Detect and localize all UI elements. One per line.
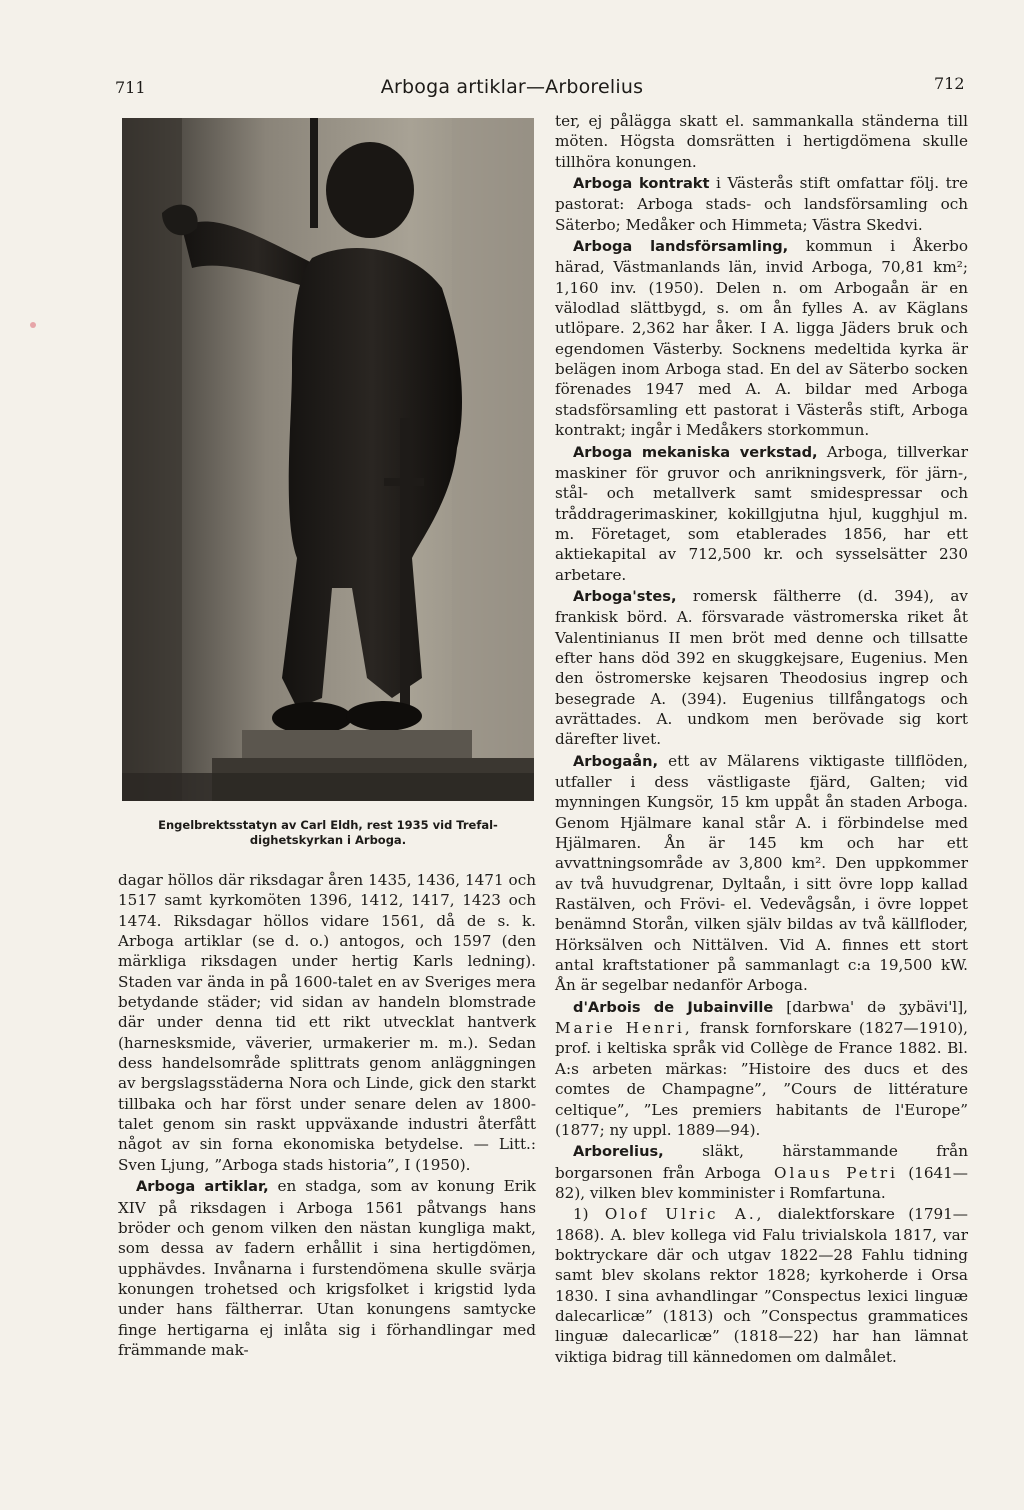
entry-name: Olaus Petri (760, 1163, 898, 1182)
entry-body: släkt, härstammande från borgarsonen från Arboga (555, 1142, 968, 1182)
entry-olof-ulric-arborelius (555, 1204, 968, 1367)
caption-line-2: dighetskyrkan i Arboga. (249, 833, 407, 847)
entry-number: 1) (573, 1205, 589, 1224)
entry-name: Marie Henri, (555, 1019, 693, 1038)
entry-body-2: (1641—82), vilken blev komminister i Romfartuna. (555, 1163, 968, 1202)
paragraph-continuation: ter, ej pålägga skatt el. sammankalla ständerna till möten. Högsta domsrätten i hertigdömena skulle tillhöra konungen. (555, 112, 968, 171)
entry-heading: Arboga'stes, (573, 587, 677, 605)
entry-heading: Arboga artiklar, (136, 1178, 269, 1196)
entry-heading: Arboga landsförsamling, (573, 238, 789, 256)
right-column (555, 111, 968, 1368)
entry-body: ett av Mälarens viktigaste tillflöden, utfaller i dess västligaste fjärd, Galten; vid mynningen Kungsör, 15 km uppåt ån staden Arboga. Genom Hjälmare kanal står A. i förbindelse med Hjälmaren. Ån är 145 km och har ett avvattningsområde av 3,800 km². Den uppkommer av två huvudgrenar, Dyltaån, i sitt övre lopp kallad Rastälven, och Frövi- el. Vedevågsån, i övre loppet benämnd Storån, vilken själv bildas av två källfloder, Hörksälven och Nittälven. Vid A. finnes ett stort antal kraftstationer på sammanlagt c:a 19,500 kW. Ån är segelbar nedanför Arboga. (555, 751, 968, 995)
entry-body: fransk fornforskare (1827—1910), prof. i keltiska språk vid Collège de France 1882. Bl. A:s arbeten märkas: ”Histoire des ducs et des comtes de Champagne”, ”Cours de littérature celtique”, ”Les premiers habitants de l'Europe” (1877; ny uppl. 1889—94). (555, 1019, 968, 1139)
entry-heading: Arboga mekaniska verkstad, (573, 443, 818, 461)
entry-arboga-artiklar (118, 1176, 536, 1360)
margin-mark (30, 322, 36, 328)
entry-heading: d'Arbois de Jubainville (573, 998, 774, 1016)
entry-heading: Arbogaån, (573, 752, 659, 770)
entry-body: kommun i Åkerbo härad, Västmanlands län, invid Arboga, 70,81 km²; 1,160 inv. (1950). Delen n. om Arbogaån är en välodlad slättbygd, s. om ån fylles A. av Käglans utlöpare. 2,362 har åker. I A. ligga Jäders bruk och egendomen Västerby. Socknens medeltida kyrka är belägen inom Arboga stad. En del av Säterbo socken förenades 1947 med A. A. bildar med Arboga stadsförsamling ett pastorat i Västerås stift, Arboga kontrakt; ingår i Medåkers storkommun. (555, 237, 968, 440)
figure-caption (118, 818, 538, 848)
statue-photo (122, 118, 534, 801)
page-header (0, 74, 1024, 104)
statue-photo-icon (122, 118, 534, 801)
entry-arboga-landsforsamling (555, 236, 968, 440)
entry-arboga-kontrakt (555, 173, 968, 235)
entry-pronunciation: [darbwa' də ʒybävi'l], (773, 997, 968, 1016)
paragraph-arboga-history: dagar höllos där riksdagar åren 1435, 1436, 1471 och 1517 samt kyrkomöten 1396, 1412, 1417, 1423 och 1474. Riksdagar höllos vidare 1561, då de s. k. Arboga artiklar (se d. o.) antogos, och 1597 (den märkliga riksdagen under hertig Karls ledning). Staden var ända in på 1600-talet en av Sveriges mera betydande städer; vid sidan av handeln blomstrade där under denna tid ett rikt utvecklat hantverk (harnesksmide, väverier, urmakerier m. m.). Sedan dess handelsområde splittrats genom anläggningen av bergslagsstäderna Nora och Linde, gick den starkt tillbaka och har först under senare delen av 1800-talet genom sin raskt uppväxande industri återfått något av sin forna ekonomiska betydelse. — Litt.: Sven Ljung, ”Arboga stads historia”, I (1950). (118, 871, 536, 1174)
entry-body: i Västerås stift omfattar följ. tre pastorat: Arboga stads- och landsförsamling och Säterbo; Medåker och Himmeta; Västra Skedvi. (555, 174, 968, 234)
entry-body: en stadga, som av konung Erik XIV på riksdagen i Arboga 1561 påtvangs hans bröder och genom vilken den nästan kungliga makt, som dessa av fadern erhållit i sina hertigdömen, upphävdes. Invånarna i furstendömena skulle svärja konungen trohetsed och krigsfolket i krigstid lyda under hans fältherrar. Utan konungens samtycke finge hertigarna ej inlåta sig i förhandlingar med främmande mak- (118, 1177, 537, 1359)
caption-line-1: Engelbrektsstatyn av Carl Eldh, rest 1935 vid Trefal- (158, 818, 498, 832)
entry-darbois-de-jubainville (555, 997, 968, 1140)
entry-body: Arboga, tillverkar maskiner för gruvor och anrikningsverk, för järn-, stål- och metallverk samt smidespressar och tråddragerimaskiner, kokillgjutna hjul, kugghjul m. m. Företaget, som etablerades 1856, har ett aktiekapital av 712,500 kr. och sysselsätter 230 arbetare. (555, 442, 968, 584)
page-number-left: 711 (115, 78, 146, 97)
entry-body: romersk fältherre (d. 394), av frankisk börd. A. försvarade västromerska riket åt Valentinianus II men bröt med denne och tillsatte efter hans död 392 en skuggkejsare, Eugenius. Men den östromerske kejsaren Theodosius ingrep och besegrade A. (394). Eugenius tillfångatogs och avrättades. A. undkom men berövade sig kort därefter livet. (555, 586, 968, 749)
entry-arbogastes (555, 586, 968, 750)
entry-heading: Arborelius, (573, 1143, 664, 1161)
entry-body: dialektforskare (1791—1868). A. blev kollega vid Falu trivialskola 1817, var boktryckare där och utgav 1822—28 Fahlu tidning samt blev skolans rektor 1828; kyrkoherde i Orsa 1830. I sina avhandlingar ”Conspectus lexici linguæ dalecarlicæ” (1813) och ”Conspectus grammatices linguæ dalecarlicæ” (1818—22) har han lämnat viktiga bidrag till kännedomen om dalmålet. (555, 1205, 968, 1366)
entry-heading: Arboga kontrakt (573, 175, 710, 193)
entry-arbogaan (555, 751, 968, 996)
entry-arborelius (555, 1141, 968, 1203)
left-column (118, 870, 536, 1361)
entry-arboga-mekaniska-verkstad (555, 442, 968, 585)
entry-name: Olof Ulric A., (588, 1205, 765, 1224)
running-title: Arboga artiklar—Arborelius (380, 76, 644, 98)
page-number-right: 712 (934, 74, 965, 93)
